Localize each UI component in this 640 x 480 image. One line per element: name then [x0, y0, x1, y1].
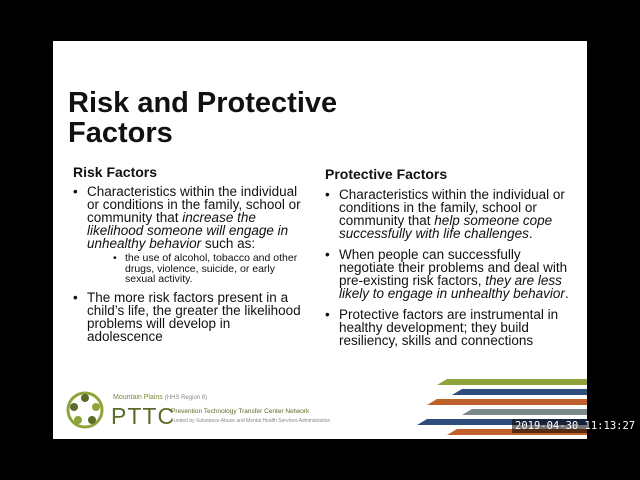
- protective-factors-list: [325, 188, 575, 347]
- logo-region: Mountain Plains (HHS Region 8): [113, 394, 208, 401]
- risk-factors-list: [73, 185, 308, 343]
- protective-factors-heading: Protective Factors: [325, 166, 448, 182]
- risk-factors-heading: Risk Factors: [73, 164, 158, 180]
- list-item: • When people can successfully negotiate their problems and deal with pre-existing risk factors, they are less likely to engage in unhealthy behavior.: [325, 248, 575, 300]
- list-item: • Characteristics within the individual or conditions in the family, school or community that increase the likelihood someone will engage in unhealthy behavior such as: • the use of alcohol, tobacco and other drugs, violence, suicide, or early sexual activity.: [73, 185, 308, 285]
- list-item: • the use of alcohol, tobacco and other drugs, violence, suicide, or early sexual activity.: [113, 253, 308, 285]
- logo-funding: Funded by Substance Abuse and Mental Health Services Administration: [171, 418, 331, 424]
- presentation-slide: [53, 41, 587, 439]
- list-item: • Protective factors are instrumental in healthy development; they build resiliency, skills and connections: [325, 308, 575, 347]
- logo-acronym: PTTC: [111, 403, 176, 429]
- slide-title: Risk and Protective Factors: [68, 87, 338, 149]
- risk-sub-list: [87, 253, 308, 285]
- list-item: • Characteristics within the individual or conditions in the family, school or community that help someone cope successfully with life challenges.: [325, 188, 575, 240]
- logo-network: Prevention Technology Transfer Center Network: [171, 408, 310, 415]
- pttc-logo-icon: [65, 390, 105, 430]
- video-timestamp: 2019-04-30 11:13:27: [512, 419, 638, 433]
- list-item: • The more risk factors present in a child’s life, the greater the likelihood problems will develop in adolescence: [73, 291, 308, 343]
